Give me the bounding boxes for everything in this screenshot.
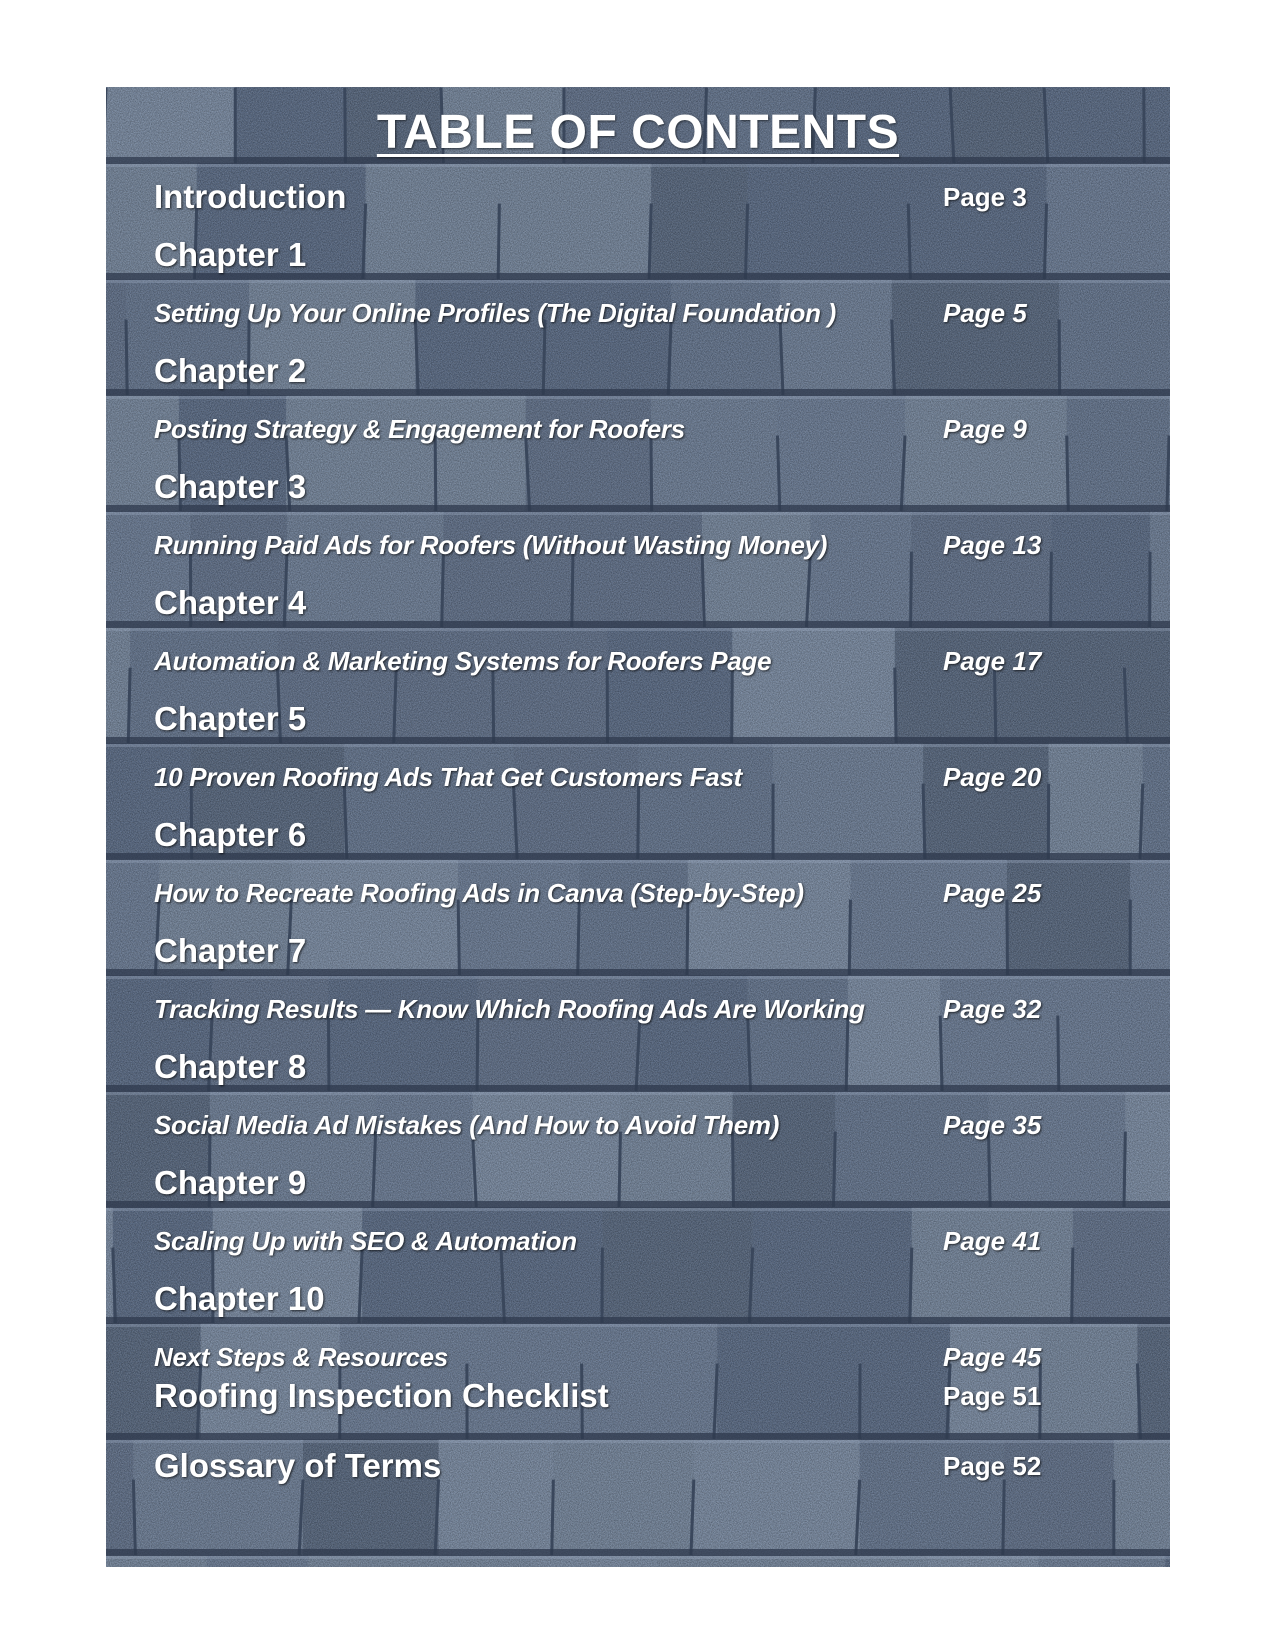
- toc-heading-text: Chapter 7: [154, 932, 307, 969]
- shingle-row-highlight: [106, 1092, 1170, 1095]
- toc-page-number: Page 20: [943, 762, 1042, 792]
- toc-heading-row[interactable]: [154, 694, 1144, 744]
- toc-page-number: Page 25: [943, 878, 1042, 908]
- shingle-row-highlight: [106, 512, 1170, 515]
- toc-entry-title: Posting Strategy & Engagement for Roofers: [154, 414, 685, 444]
- toc-heading-text: Chapter 10: [154, 1280, 325, 1317]
- shingle-row-highlight: [106, 860, 1170, 863]
- toc-page-number: Page 13: [943, 530, 1042, 560]
- toc-entry-row[interactable]: [154, 868, 1144, 918]
- toc-entry-title: Social Media Ad Mistakes (And How to Avoid Them): [154, 1110, 780, 1140]
- toc-entry-row[interactable]: [154, 404, 1144, 454]
- toc-heading-text: Chapter 6: [154, 816, 307, 853]
- shingle-row-edge: [106, 1549, 1170, 1556]
- toc-page-number: Page 17: [943, 646, 1042, 676]
- toc-panel: [106, 87, 1170, 1567]
- shingle-row-highlight: [106, 164, 1170, 167]
- toc-heading-row[interactable]: [154, 1042, 1144, 1092]
- toc-entry-row[interactable]: [154, 1216, 1144, 1266]
- toc-heading-row[interactable]: [154, 462, 1144, 512]
- toc-heading-text: Introduction: [154, 178, 347, 215]
- toc-heading-row[interactable]: [154, 926, 1144, 976]
- toc-entry-title: Scaling Up with SEO & Automation: [154, 1226, 577, 1256]
- toc-entry-row[interactable]: [154, 984, 1144, 1034]
- toc-entry-row[interactable]: [154, 1100, 1144, 1150]
- toc-heading-row[interactable]: [154, 1274, 1144, 1324]
- shingle-row-highlight: [106, 976, 1170, 979]
- shingle-row-highlight: [106, 628, 1170, 631]
- toc-entry-row[interactable]: [154, 520, 1144, 570]
- shingle-gap: [133, 1480, 135, 1555]
- toc-heading-text: Chapter 4: [154, 584, 307, 621]
- toc-heading-text: Chapter 2: [154, 352, 307, 389]
- toc-page-number: Page 45: [943, 1342, 1042, 1372]
- toc-heading-row[interactable]: [154, 578, 1144, 628]
- toc-page-number: Page 5: [943, 298, 1027, 328]
- toc-entry-row[interactable]: [154, 636, 1144, 686]
- toc-page-number: Page 9: [943, 414, 1027, 444]
- shingle-row-highlight: [106, 1556, 1170, 1559]
- shingle-row-highlight: [106, 280, 1170, 283]
- toc-page-number: Page 3: [943, 182, 1027, 212]
- toc-heading-text: Chapter 9: [154, 1164, 307, 1201]
- toc-page-number: Page 32: [943, 994, 1042, 1024]
- shingle-row-highlight: [106, 1324, 1170, 1327]
- shingle-row-highlight: [106, 1208, 1170, 1211]
- toc-entry-title: Tracking Results — Know Which Roofing Ads Are Working: [154, 994, 865, 1024]
- toc-entry-row[interactable]: [154, 288, 1144, 338]
- toc-heading-row[interactable]: [154, 1441, 1144, 1491]
- toc-heading-text: Chapter 3: [154, 468, 307, 505]
- toc-heading-row[interactable]: [154, 172, 1144, 222]
- toc-entry-title: 10 Proven Roofing Ads That Get Customers Fast: [154, 762, 742, 792]
- toc-entry-title: Automation & Marketing Systems for Roofers Page: [154, 646, 772, 676]
- toc-heading-row[interactable]: [154, 230, 1144, 280]
- toc-heading-row[interactable]: [154, 346, 1144, 396]
- shingle-gap: [128, 668, 130, 743]
- toc-page-number: Page 51: [943, 1381, 1042, 1411]
- shingle-row-edge: [106, 1433, 1170, 1440]
- toc-heading-text: Glossary of Terms: [154, 1447, 442, 1484]
- toc-entry-row[interactable]: [154, 752, 1144, 802]
- toc-entry-title: How to Recreate Roofing Ads in Canva (Step-by-Step): [154, 878, 804, 908]
- toc-entry-title: Setting Up Your Online Profiles (The Digital Foundation ): [154, 298, 837, 328]
- shingle-row-highlight: [106, 396, 1170, 399]
- toc-entry-title: Running Paid Ads for Roofers (Without Wasting Money): [154, 530, 828, 560]
- toc-heading-text: Chapter 8: [154, 1048, 307, 1085]
- toc-heading-row[interactable]: [154, 810, 1144, 860]
- toc-heading-text: Roofing Inspection Checklist: [154, 1377, 609, 1414]
- shingle-row-highlight: [106, 744, 1170, 747]
- toc-heading-text: Chapter 5: [154, 700, 307, 737]
- toc-page-number: Page 52: [943, 1451, 1042, 1481]
- toc-heading-row[interactable]: [154, 1158, 1144, 1208]
- toc-heading-text: Chapter 1: [154, 236, 307, 273]
- toc-page-number: Page 41: [943, 1226, 1042, 1256]
- shingle-gap: [126, 320, 127, 395]
- toc-entry-title: Next Steps & Resources: [154, 1342, 448, 1372]
- page-title: TABLE OF CONTENTS: [376, 106, 900, 159]
- toc-heading-row[interactable]: [154, 1371, 1144, 1421]
- toc-page-number: Page 35: [943, 1110, 1042, 1140]
